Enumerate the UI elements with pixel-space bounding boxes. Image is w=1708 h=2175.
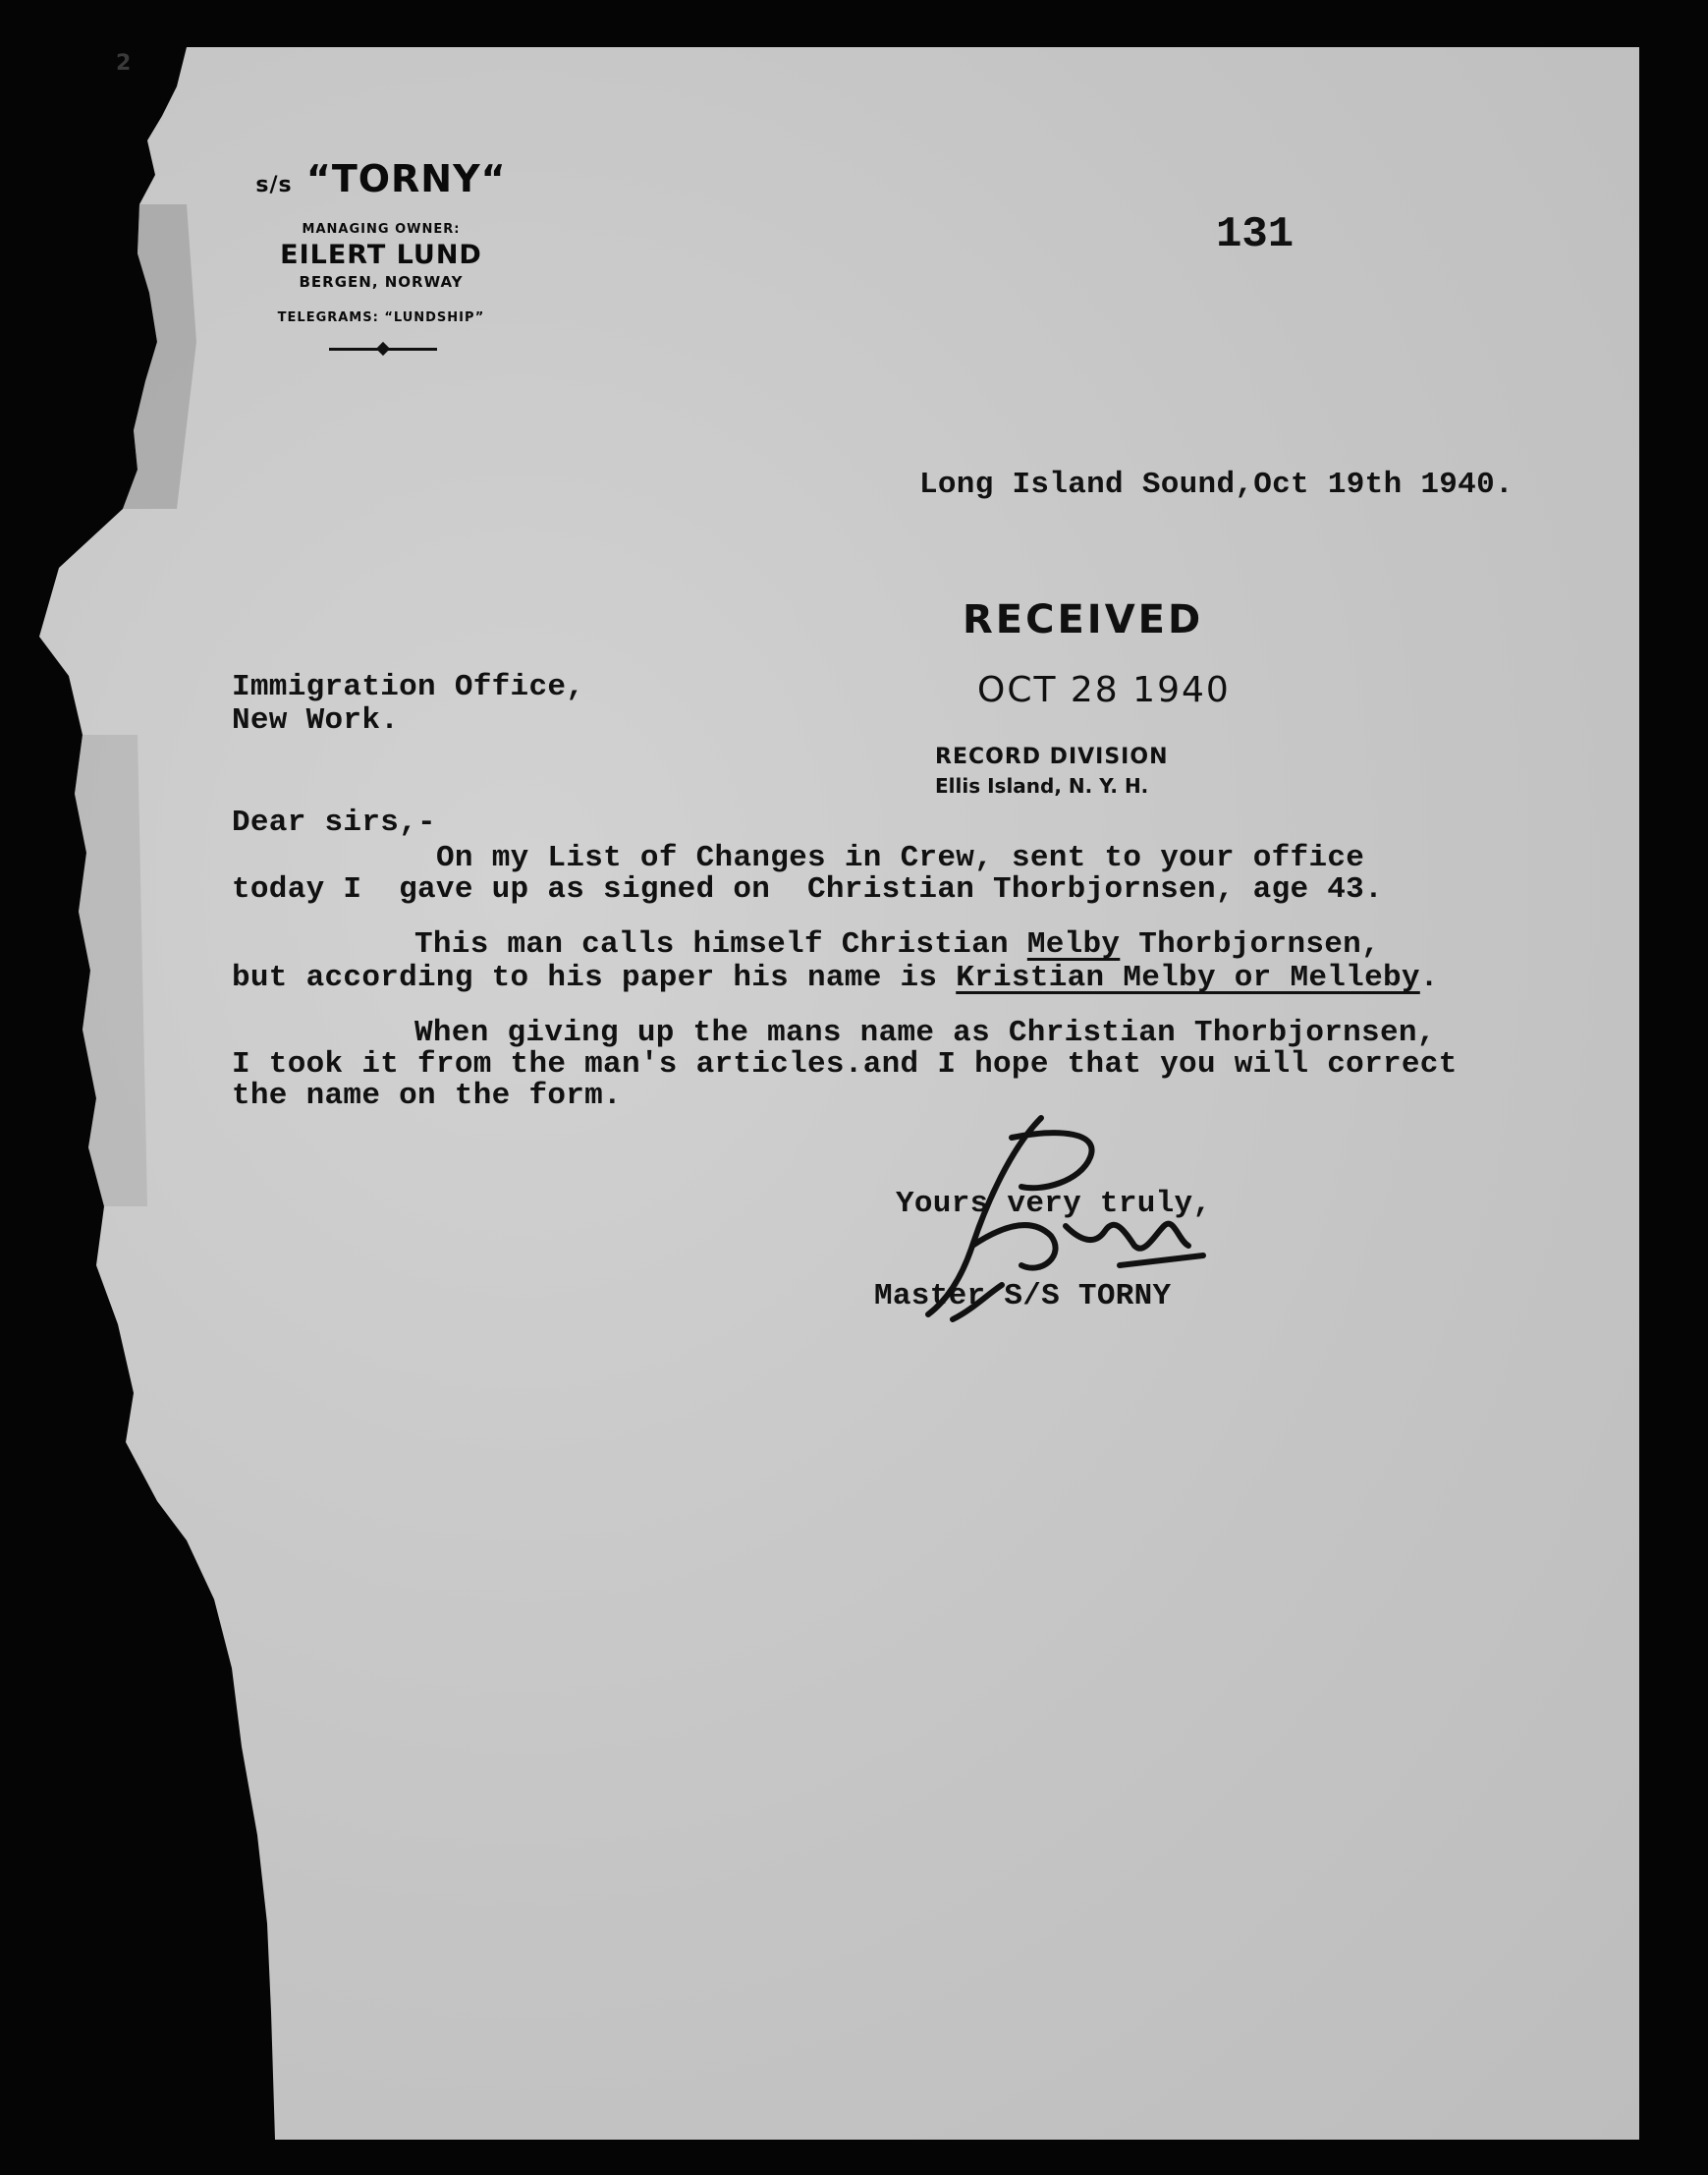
p2l2-underlined: Kristian Melby or Melleby	[956, 961, 1420, 995]
paragraph-3-line-1: When giving up the mans name as Christian Thorbjornsen,	[414, 1016, 1436, 1050]
p2l1-underlined: Melby	[1026, 927, 1121, 962]
address-line-1: Immigration Office,	[232, 670, 585, 704]
stamp-location: Ellis Island, N. Y. H.	[935, 774, 1149, 798]
paragraph-2-line-1	[414, 927, 1380, 962]
paragraph-3-line-3: the name on the form.	[232, 1079, 622, 1113]
p2l1-text-b: Thorbjornsen,	[1120, 927, 1380, 962]
letterhead-telegrams: TELEGRAMS: “LUNDSHIP”	[277, 310, 485, 325]
letterhead-city: BERGEN, NORWAY	[299, 273, 464, 291]
p2l2-text-a: but according to his paper his name is	[232, 961, 957, 995]
paragraph-2-line-2	[232, 961, 1439, 995]
stamp-received: RECEIVED	[963, 597, 1204, 642]
paragraph-1-line-2: today I gave up as signed on Christian Thorbjornsen, age 43.	[232, 872, 1383, 907]
stamp-date: OCT 28 1940	[977, 670, 1231, 710]
paragraph-1-line-1: On my List of Changes in Crew, sent to your office	[436, 841, 1365, 875]
stamp-division: RECORD DIVISION	[935, 745, 1169, 769]
closing: Yours very truly,	[896, 1187, 1212, 1221]
letterhead-owner: EILERT LUND	[280, 240, 482, 270]
signoff: Master S/S TORNY	[874, 1279, 1172, 1313]
address-line-2: New Work.	[232, 703, 400, 738]
ship-name: “TORNY“	[305, 157, 507, 200]
ship-prefix: s/s	[255, 173, 293, 197]
letter-page	[39, 47, 1639, 2140]
letterhead-rule	[329, 348, 437, 351]
p2l2-text-b: .	[1419, 961, 1439, 995]
paragraph-3-line-2: I took it from the man's articles.and I hope that you will correct	[232, 1047, 1458, 1082]
p2l1-text-a: This man calls himself Christian	[414, 927, 1027, 962]
corner-mark: 2	[116, 51, 132, 76]
salutation: Dear sirs,-	[232, 806, 436, 840]
dateline: Long Island Sound,Oct 19th 1940.	[919, 468, 1514, 502]
letterhead-ship	[214, 157, 548, 200]
page-number: 131	[1216, 210, 1295, 259]
letterhead-managing-label: MANAGING OWNER:	[302, 222, 461, 237]
